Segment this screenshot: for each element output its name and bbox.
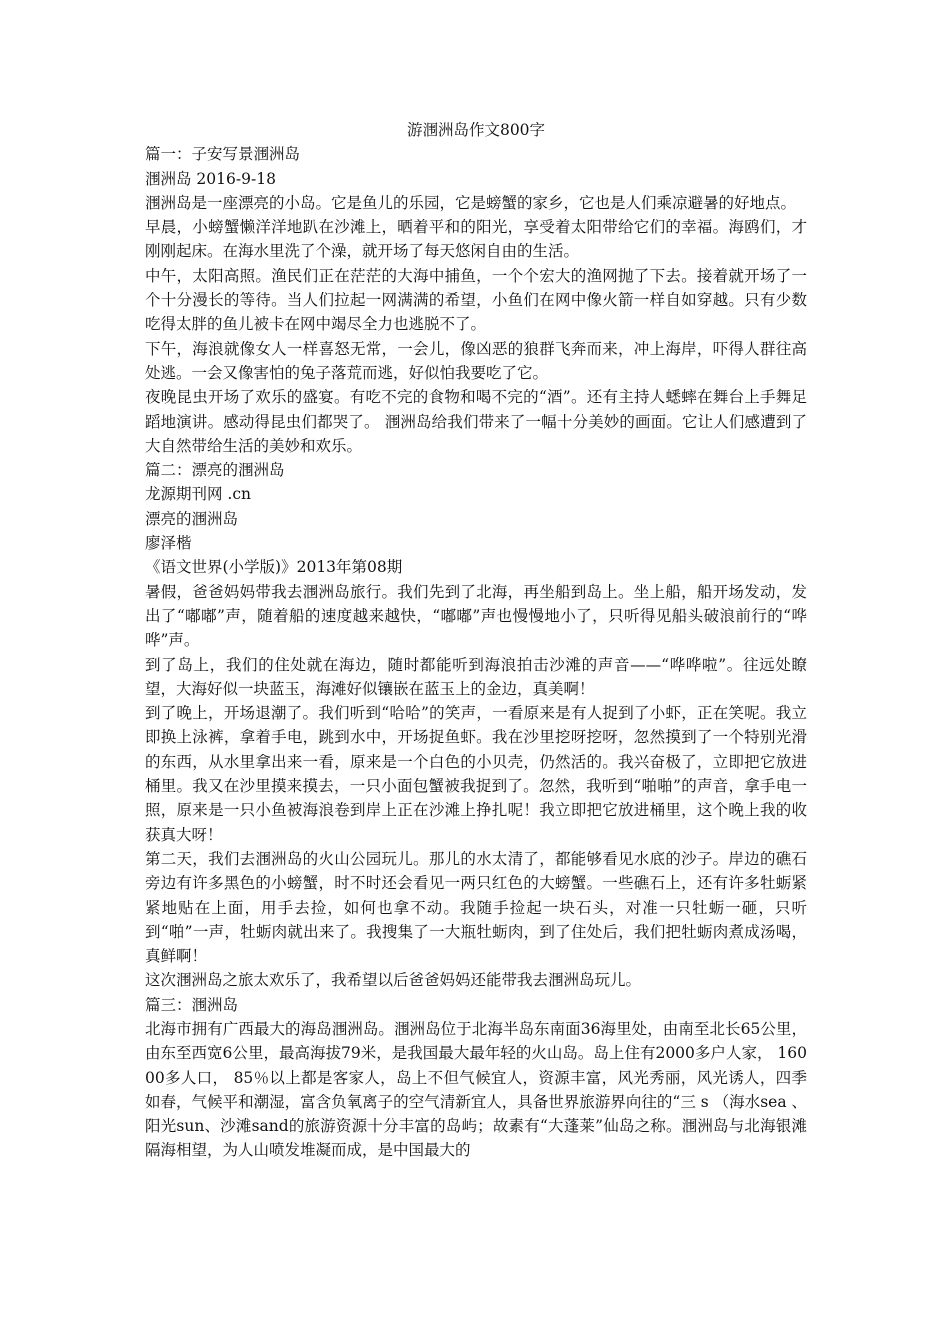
paragraph: 龙源期刊网 .cn xyxy=(145,485,252,504)
paragraph: 涠洲岛是一座漂亮的小岛。它是鱼儿的乐园，它是螃蟹的家乡，它也是人们乘凉避暑的好地点。 xyxy=(145,193,797,212)
paragraph: 北海市拥有广西最大的海岛涠洲岛。涠洲岛位于北海半岛东南面36海里处，由南至北长65公里，由东至西宽6公里，最高海拔79米，是我国最大最年轻的火山岛。岛上住有2000多户人家， 16000多人口， 85％以上都是客家人，岛上不但气候宜人，资源丰富，风光秀丽，风光诱人，四季如春，气候平和潮湿，富含负氧离子的空气清新宜人，具备世界旅游界向往的“三 s （海水sea 、阳光sun、沙滩sand的旅游资源十分丰富的岛屿；故素有“大蓬莱”仙岛之称。涠洲岛与北海银滩隔海相望，为人山喷发堆凝而成，是中国最大的 xyxy=(145,1019,807,1160)
paragraph: 廖泽楷 xyxy=(145,534,192,553)
document-body xyxy=(145,142,807,1162)
paragraph: 篇二：漂亮的涠洲岛 xyxy=(145,461,285,480)
paragraph: 第二天，我们去涠洲岛的火山公园玩儿。那儿的水太清了，都能够看见水底的沙子。岸边的礁石旁边有许多黑色的小螃蟹，时不时还会看见一两只红色的大螃蟹。一些礁石上，还有许多牡蛎紧紧地贴在上面，用手去捡，如何也拿不动。我随手捡起一块石头，对准一只牡蛎一砸，只听到“啪”一声，牡蛎肉就出来了。我搜集了一大瓶牡蛎肉，到了住处后，我们把牡蛎肉煮成汤喝，真鲜啊！ xyxy=(145,849,807,966)
paragraph: 夜晚昆虫开场了欢乐的盛宴。有吃不完的食物和喝不完的“酒”。还有主持人蟋蟀在舞台上手舞足蹈地演讲。感动得昆虫们都哭了。 涠洲岛给我们带来了一幅十分美妙的画面。它让人们感遭到了大自然带给生活的美妙和欢乐。 xyxy=(145,388,807,455)
paragraph: 《语文世界(小学版)》2013年第08期 xyxy=(145,558,403,577)
paragraph: 中午，太阳高照。渔民们正在茫茫的大海中捕鱼，一个个宏大的渔网抛了下去。接着就开场了一个十分漫长的等待。当人们拉起一网满满的希望，小鱼们在网中像火箭一样自如穿越。只有少数吃得太胖的鱼儿被卡在网中竭尽全力也逃脱不了。 xyxy=(145,266,807,334)
paragraph: 篇一：子安写景涠洲岛 xyxy=(145,145,301,164)
paragraph: 下午，海浪就像女人一样喜怒无常，一会儿，像凶恶的狼群飞奔而来，冲上海岸，吓得人群往高处逃。一会又像害怕的兔子落荒而逃，好似怕我要吃了它。 xyxy=(145,339,807,382)
paragraph: 暑假，爸爸妈妈带我去涠洲岛旅行。我们先到了北海，再坐船到岛上。坐上船，船开场发动，发出了“嘟嘟”声，随着船的速度越来越快，“嘟嘟”声也慢慢地小了，只听得见船头破浪前行的“哗哗”声。 xyxy=(145,582,807,650)
paragraph: 到了岛上，我们的住处就在海边，随时都能听到海浪拍击沙滩的声音——“哗哗啦”。往远处瞭望，大海好似一块蓝玉，海滩好似镶嵌在蓝玉上的金边，真美啊！ xyxy=(145,655,807,698)
paragraph: 漂亮的涠洲岛 xyxy=(145,509,239,528)
paragraph: 这次涠洲岛之旅太欢乐了，我希望以后爸爸妈妈还能带我去涠洲岛玩儿。 xyxy=(145,971,642,990)
paragraph: 到了晚上，开场退潮了。我们听到“哈哈”的笑声，一看原来是有人捉到了小虾，正在笑呢。我立即换上泳裤，拿着手电，跳到水中，开场捉鱼虾。我在沙里挖呀挖呀，忽然摸到了一个特别光滑的东西，从水里拿出来一看，原来是一个白色的小贝壳，仍然活的。我兴奋极了，立即把它放进桶里。我又在沙里摸来摸去，一只小面包蟹被我捉到了。忽然，我听到“啪啪”的声音，拿手电一照，原来是一只小鱼被海浪卷到岸上正在沙滩上挣扎呢！我立即把它放进桶里，这个晚上我的收获真大呀！ xyxy=(145,704,807,844)
paragraph: 涠洲岛 2016-9-18 xyxy=(145,169,276,188)
paragraph: 篇三：涠洲岛 xyxy=(145,995,239,1014)
document-title: 游涠洲岛作文800字 xyxy=(406,121,546,139)
paragraph: 早晨，小螃蟹懒洋洋地趴在沙滩上，晒着平和的阳光，享受着太阳带给它们的幸福。海鸥们，才刚刚起床。在海水里洗了个澡，就开场了每天悠闲自由的生活。 xyxy=(145,218,807,261)
document-page xyxy=(145,118,807,1163)
